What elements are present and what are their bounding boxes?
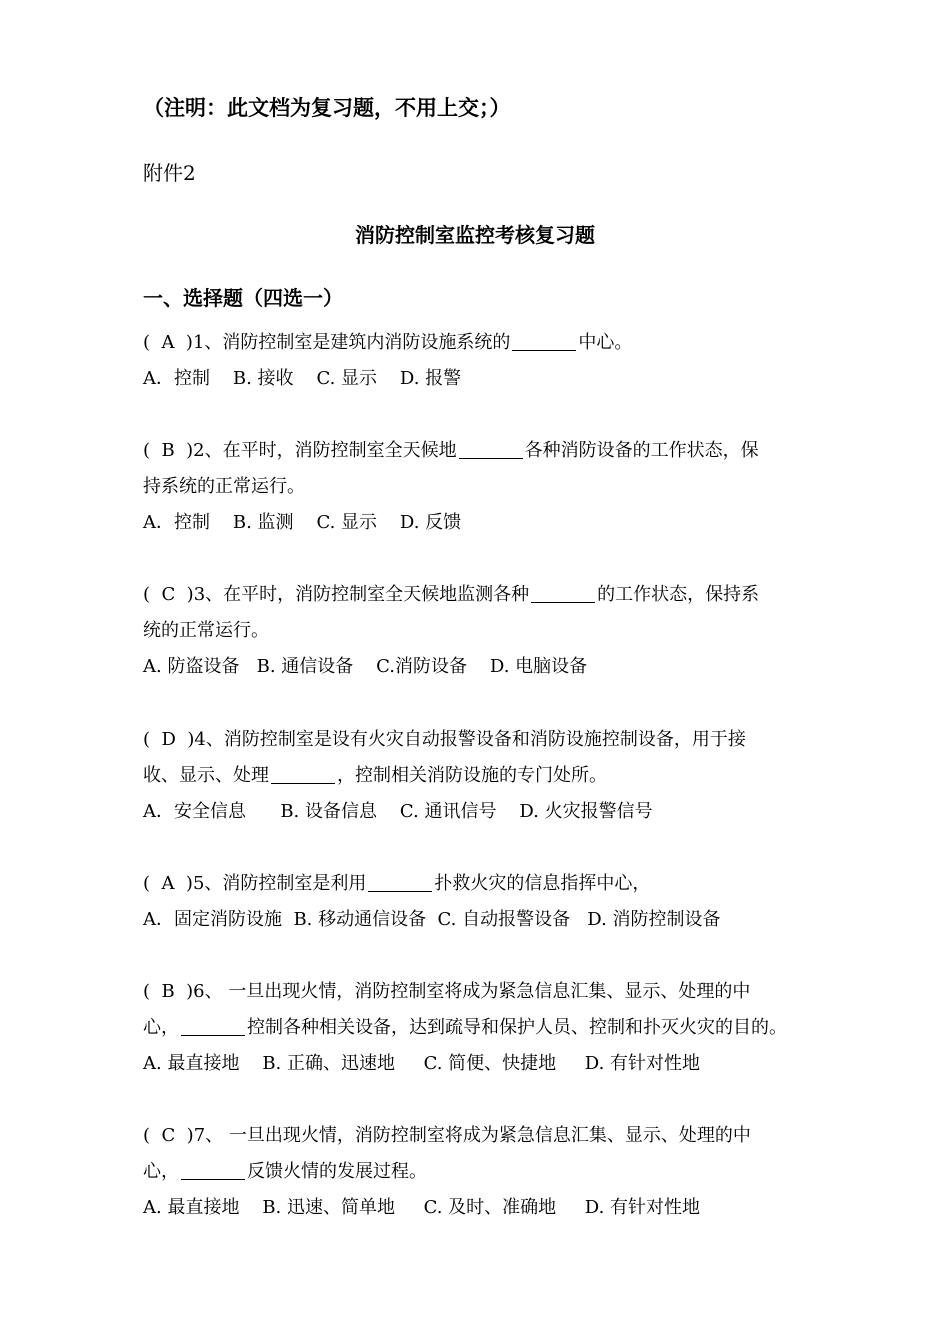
question-line bbox=[143, 325, 833, 361]
section-heading: 一、选择题（四选一） bbox=[143, 286, 343, 310]
answer-label: ( A ) bbox=[143, 332, 193, 353]
question-line bbox=[143, 433, 833, 469]
question-text: 控制各种相关设备，达到疏导和保护人员、控制和扑灭火灾的目的。 bbox=[247, 1017, 787, 1038]
fill-blank bbox=[181, 1013, 245, 1036]
answer-label: ( C ) bbox=[143, 584, 194, 605]
question-5 bbox=[143, 866, 833, 938]
question-1 bbox=[143, 325, 833, 397]
answer-options: A．控制 B. 接收 C. 显示 D. 报警 bbox=[143, 368, 462, 389]
note-text: （注明：此文档为复习题，不用上交；） bbox=[143, 96, 511, 120]
question-text: 心， bbox=[143, 1161, 179, 1182]
question-line bbox=[143, 1010, 833, 1046]
fill-blank bbox=[459, 436, 523, 459]
question-text: 扑救火灾的信息指挥中心， bbox=[434, 873, 651, 894]
question-text: ，控制相关消防设施的专门处所。 bbox=[337, 765, 607, 786]
answer-label: ( A ) bbox=[143, 873, 193, 894]
question-4 bbox=[143, 722, 833, 830]
question-text: 4、消防控制室是设有火灾自动报警设备和消防设施控制设备，用于接 bbox=[194, 729, 746, 750]
question-line bbox=[143, 758, 833, 794]
question-line bbox=[143, 866, 833, 902]
answer-label: ( D ) bbox=[143, 729, 195, 750]
question-text: 收、显示、处理 bbox=[143, 765, 269, 786]
question-text: 心， bbox=[143, 1017, 179, 1038]
answer-label: ( B ) bbox=[143, 981, 194, 1002]
page-title: 消防控制室监控考核复习题 bbox=[355, 223, 595, 247]
fill-blank bbox=[271, 761, 335, 784]
question-text: 反馈火情的发展过程。 bbox=[247, 1161, 427, 1182]
answer-options: A．固定消防设施 B. 移动通信设备 C. 自动报警设备 D. 消防控制设备 bbox=[143, 909, 721, 930]
question-line bbox=[143, 1118, 833, 1154]
answer-options: A. 防盗设备 B. 通信设备 C.消防设备 D. 电脑设备 bbox=[143, 656, 588, 677]
fill-blank bbox=[181, 1157, 245, 1180]
question-line bbox=[143, 974, 833, 1010]
question-text: 中心。 bbox=[578, 332, 633, 353]
answer-options: A．控制 B. 监测 C. 显示 D. 反馈 bbox=[143, 512, 462, 533]
question-line: 持系统的正常运行。 bbox=[143, 476, 305, 497]
attachment-label: 附件2 bbox=[143, 161, 196, 185]
question-text: 1、消防控制室是建筑内消防设施系统的 bbox=[192, 332, 511, 353]
question-text: 3、在平时，消防控制室全天候地监测各种 bbox=[193, 584, 530, 605]
question-2 bbox=[143, 433, 833, 541]
answer-options: A. 最直接地 B. 正确、迅速地 C. 简便、快捷地 D. 有针对性地 bbox=[143, 1053, 701, 1074]
question-line bbox=[143, 577, 833, 613]
answer-options: A. 最直接地 B. 迅速、简单地 C. 及时、准确地 D. 有针对性地 bbox=[143, 1197, 701, 1218]
question-6 bbox=[143, 974, 833, 1082]
question-line bbox=[143, 722, 833, 758]
answer-label: ( C ) bbox=[143, 1125, 194, 1146]
question-line bbox=[143, 1154, 833, 1190]
answer-label: ( B ) bbox=[143, 440, 194, 461]
question-text: 5、消防控制室是利用 bbox=[192, 873, 367, 894]
fill-blank bbox=[368, 869, 432, 892]
question-3 bbox=[143, 577, 833, 685]
fill-blank bbox=[531, 580, 595, 603]
question-7 bbox=[143, 1118, 833, 1226]
question-text: 各种消防设备的工作状态，保 bbox=[524, 440, 759, 461]
question-line: 统的正常运行。 bbox=[143, 620, 269, 641]
question-text: 7、 一旦出现火情，消防控制室将成为紧急信息汇集、显示、处理的中 bbox=[193, 1125, 751, 1146]
question-text: 2、在平时，消防控制室全天候地 bbox=[193, 440, 457, 461]
question-text: 6、 一旦出现火情，消防控制室将成为紧急信息汇集、显示、处理的中 bbox=[193, 981, 751, 1002]
question-text: 的工作状态，保持系 bbox=[597, 584, 760, 605]
fill-blank bbox=[512, 328, 576, 351]
answer-options: A．安全信息 B. 设备信息 C. 通讯信号 D. 火灾报警信号 bbox=[143, 801, 653, 822]
